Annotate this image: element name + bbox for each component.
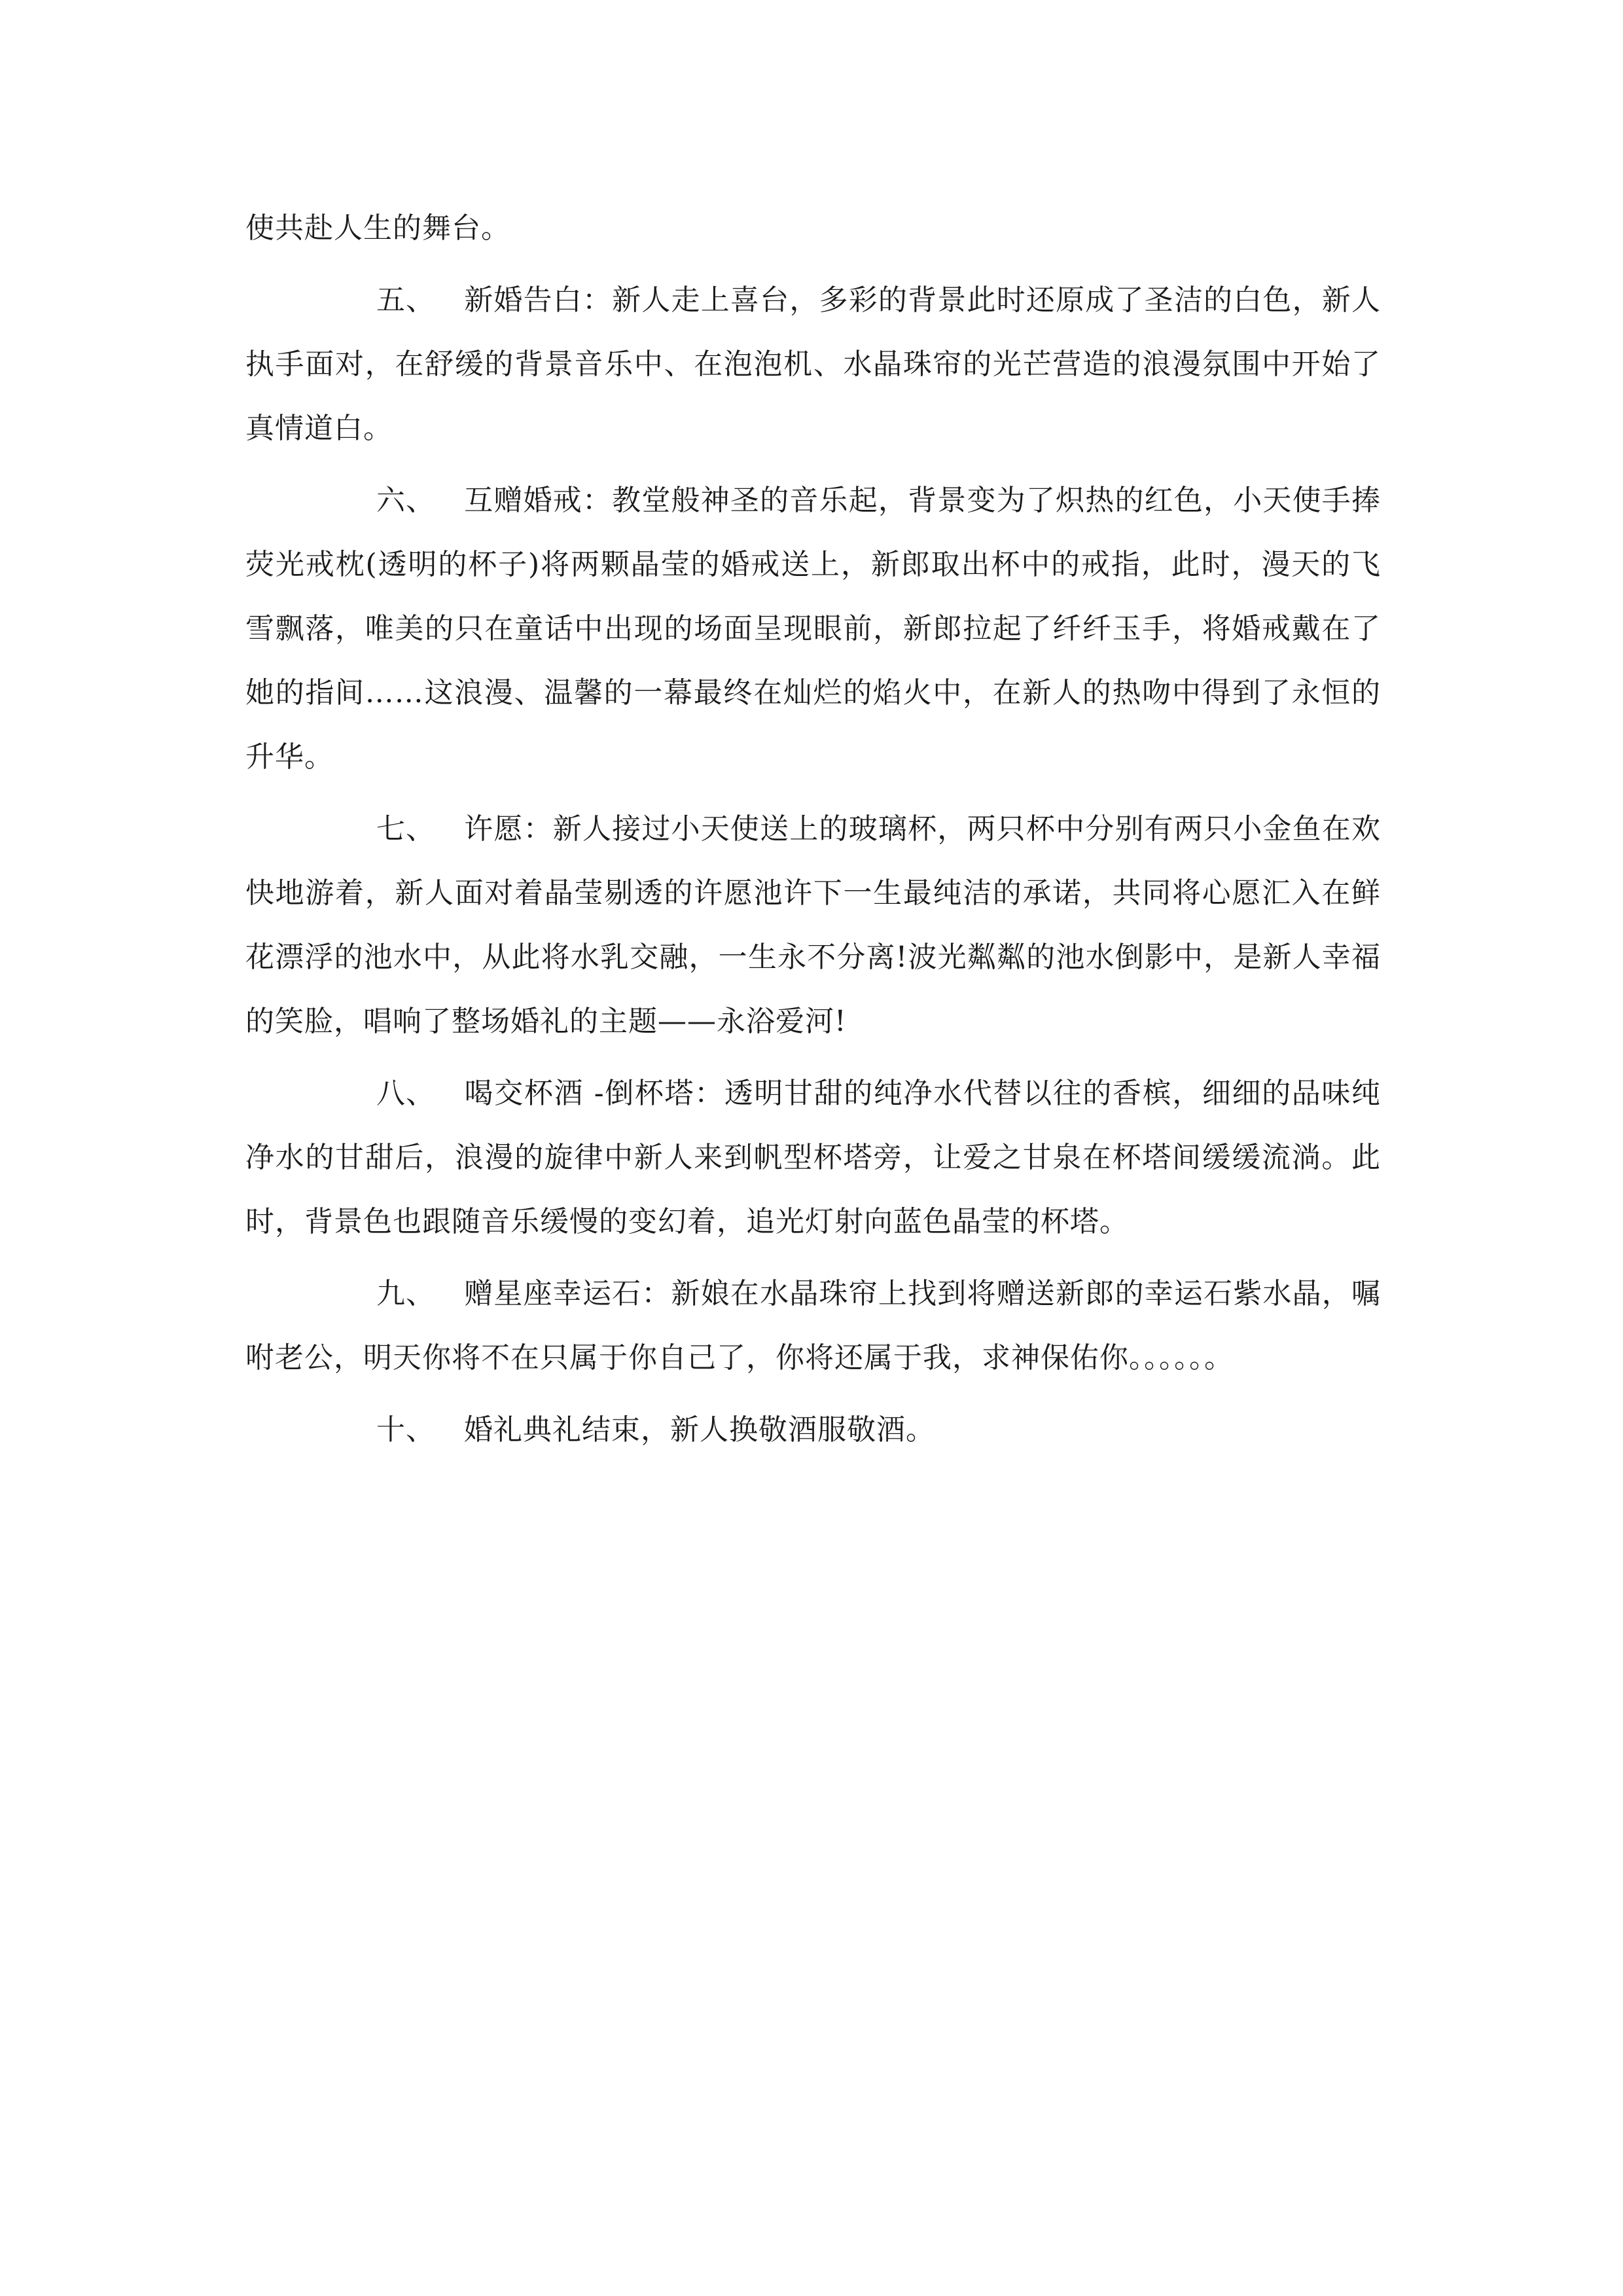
item-number: 六、 [376, 484, 435, 517]
item-number: 八、 [376, 1077, 435, 1110]
list-item-6 [245, 469, 1381, 789]
item-text: 新婚告白：新人走上喜台，多彩的背景此时还原成了圣洁的白色，新人执手面对，在舒缓的背景音乐中、在泡泡机、水晶珠帘的光芒营造的浪漫氛围中开始了真情道白。 [245, 283, 1381, 445]
list-item-7 [245, 797, 1381, 1054]
document-page [245, 196, 1381, 1470]
item-number: 五、 [376, 283, 435, 317]
item-text: 许愿：新人接过小天使送上的玻璃杯，两只杯中分别有两只小金鱼在欢快地游着，新人面对着晶莹剔透的许愿池许下一生最纯洁的承诺，共同将心愿汇入在鲜花漂浮的池水中，从此将水乳交融，一生永不分离!波光粼粼的池水倒影中，是新人幸福的笑脸，唱响了整场婚礼的主题——永浴爱河! [245, 812, 1381, 1038]
item-text: 婚礼典礼结束，新人换敬酒服敬酒。 [464, 1413, 935, 1446]
item-number: 九、 [376, 1277, 435, 1310]
item-number: 七、 [376, 812, 435, 846]
item-number: 十、 [376, 1413, 435, 1446]
item-text: 喝交杯酒 -倒杯塔：透明甘甜的纯净水代替以往的香槟，细细的品味纯净水的甘甜后，浪漫的旋律中新人来到帆型杯塔旁，让爱之甘泉在杯塔间缓缓流淌。此时，背景色也跟随音乐缓慢的变幻着，追光灯射向蓝色晶莹的杯塔。 [245, 1077, 1381, 1238]
list-item-8 [245, 1062, 1381, 1254]
paragraph-continuation [245, 196, 1381, 260]
item-text: 互赠婚戒：教堂般神圣的音乐起，背景变为了炽热的红色，小天使手捧荧光戒枕(透明的杯子)将两颗晶莹的婚戒送上，新郎取出杯中的戒指，此时，漫天的飞雪飘落，唯美的只在童话中出现的场面呈现眼前，新郎拉起了纤纤玉手，将婚戒戴在了她的指间……这浪漫、温馨的一幕最终在灿烂的焰火中，在新人的热吻中得到了永恒的升华。 [245, 484, 1381, 774]
list-item-5 [245, 268, 1381, 461]
list-item-9 [245, 1262, 1381, 1390]
paragraph-text: 使共赴人生的舞台。 [245, 211, 510, 245]
list-item-10 [245, 1398, 1381, 1462]
item-text: 赠星座幸运石：新娘在水晶珠帘上找到将赠送新郎的幸运石紫水晶，嘱咐老公，明天你将不在只属于你自己了，你将还属于我，求神保佑你。。。。。。 [245, 1277, 1381, 1374]
